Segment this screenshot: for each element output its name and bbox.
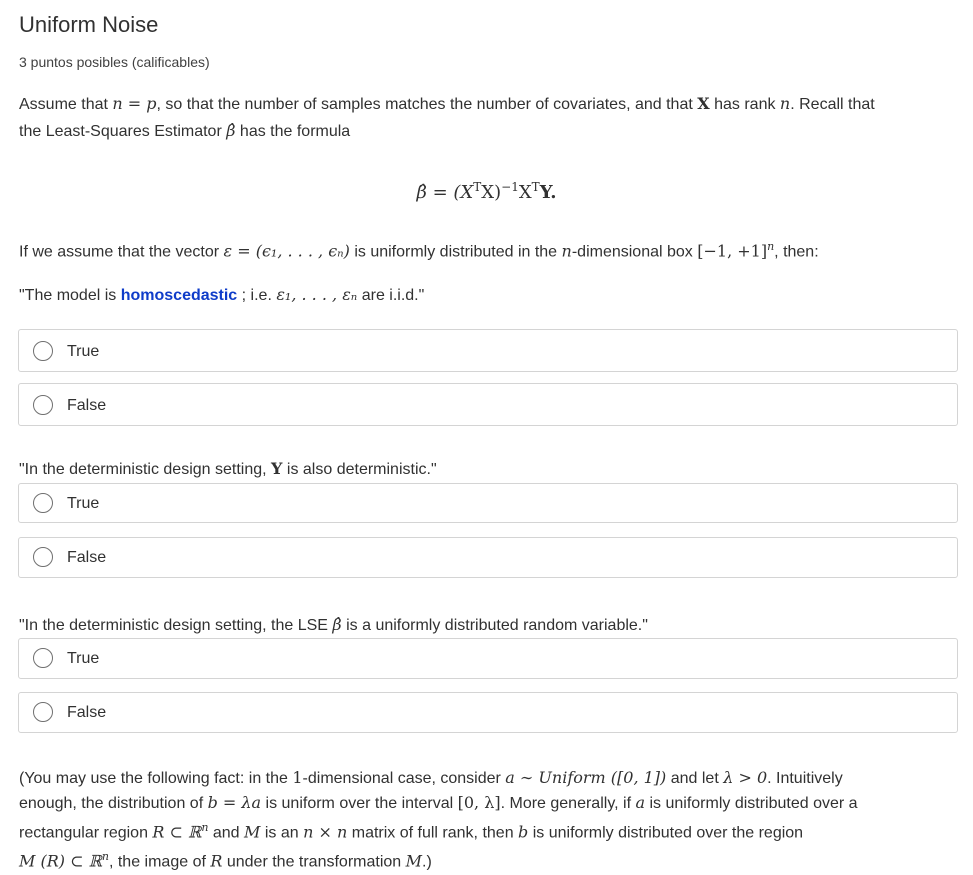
question-2-text: "In the deterministic design setting, Y is also deterministic." <box>19 459 437 478</box>
math-beta-hat: β̂ <box>226 121 236 140</box>
points-label: 3 puntos posibles (calificables) <box>19 54 210 70</box>
math-box: [−1, +1] <box>697 241 768 261</box>
q2-true-radio[interactable] <box>33 493 53 513</box>
assumption-paragraph: If we assume that the vector ε = (ϵ₁, . . . , ϵₙ) is uniformly distributed in the n-dimensional box [−1, +1]$^n$, then: <box>19 240 819 261</box>
math-epsilon-vector: ε = (ϵ₁, . . . , ϵₙ) <box>223 241 350 261</box>
homoscedastic-link[interactable]: homoscedastic <box>120 287 238 304</box>
q1-false-radio[interactable] <box>33 395 53 415</box>
hint-note: (You may use the following fact: in the 1-dimensional case, consider a ∼ Uniform ([0, 1]) and let λ > 0. Intuitively enough, the distribution of b = λa is uniform over the interval [0, λ]. More generally, if a is uniformly distributed over a rectangular region R ⊂ ℝ$^n$ and M is an n × n matrix of full rank, then b is uniformly distributed over the region M (R) ⊂ ℝ$^n$, the image of R under the transformation M.) <box>19 768 858 871</box>
q3-true-radio[interactable] <box>33 648 53 668</box>
option-label: True <box>67 495 100 512</box>
option-label: True <box>67 343 100 360</box>
q2-option-true[interactable] <box>18 483 958 523</box>
math-n: n <box>779 94 791 113</box>
q1-option-false[interactable] <box>18 383 958 426</box>
q2-false-radio[interactable] <box>33 547 53 567</box>
q3-false-radio[interactable] <box>33 702 53 722</box>
question-3-text: "In the deterministic design setting, the LSE β̂ is a uniformly distributed random variable." <box>19 615 648 634</box>
option-label: True <box>67 650 100 667</box>
q3-option-true[interactable] <box>18 638 958 679</box>
lse-formula: β̂ = $(X^TX)^{-1}X^TY$. <box>416 180 557 203</box>
math-X: X <box>697 94 710 113</box>
option-label: False <box>67 704 107 721</box>
question-1-text: "The model is homoscedastic ; i.e. ε₁, . . . , εₙ are i.i.d." <box>19 285 425 304</box>
option-label: False <box>67 549 107 566</box>
problem-title: Uniform Noise <box>19 12 159 37</box>
q1-option-true[interactable] <box>18 329 958 372</box>
q1-true-radio[interactable] <box>33 341 53 361</box>
option-label: False <box>67 397 107 414</box>
q2-option-false[interactable] <box>18 537 958 578</box>
math-n-equals-p: n = p <box>112 94 157 113</box>
q3-option-false[interactable] <box>18 692 958 733</box>
intro-paragraph: Assume that n = p, so that the number of samples matches the number of covariates, and that X has rank n. Recall that the Least-Squares Estimator β̂ has the formula <box>19 94 875 140</box>
